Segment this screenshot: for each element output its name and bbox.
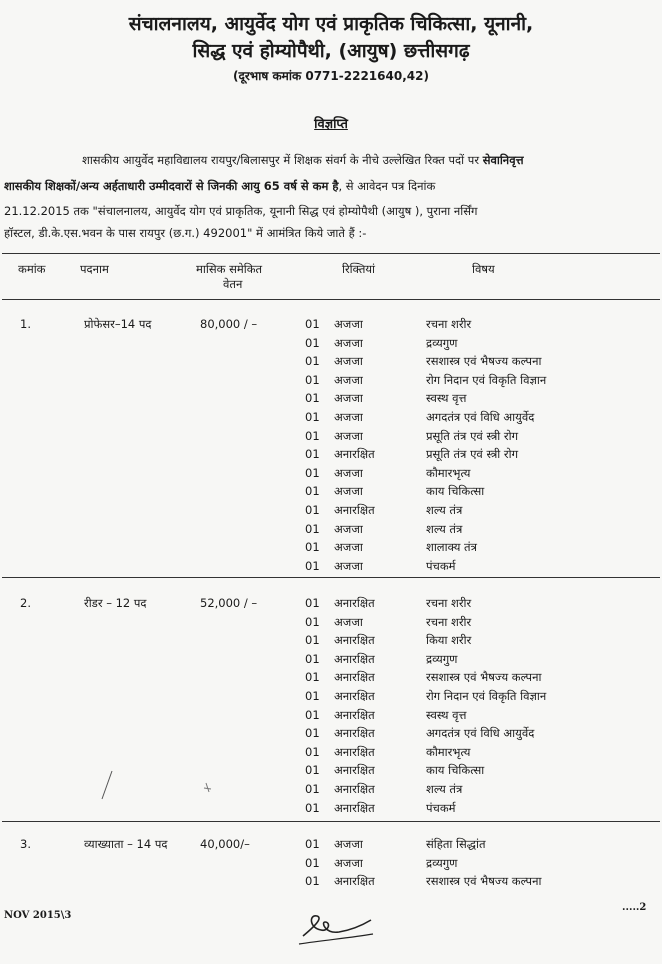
vacancy-category: अजजा bbox=[334, 558, 363, 573]
section-salary: 80,000 / – bbox=[200, 317, 258, 331]
vacancy-category: अनारक्षित bbox=[334, 874, 375, 889]
vacancy-count: 01 bbox=[305, 465, 320, 480]
vacancy-subject: रचना शरीर bbox=[426, 596, 472, 610]
vacancy-count: 01 bbox=[305, 670, 320, 685]
vacancy-count: 01 bbox=[305, 558, 320, 573]
vacancy-subject: शल्य तंत्र bbox=[426, 503, 463, 517]
vacancy-category: अनारक्षित bbox=[334, 670, 375, 685]
col-header-salary-2: वेतन bbox=[223, 277, 243, 291]
intro-line-4: हॉस्टल, डी.के.एस.भवन के पास रायपुर (छ.ग.) 492001" में आमंत्रित किये जाते हैं :- bbox=[4, 226, 367, 240]
vacancy-count: 01 bbox=[305, 372, 320, 387]
intro-text-1a: शासकीय आयुर्वेद महाविद्यालय रायपुर/बिलासपुर में शिक्षक संवर्ग के नीचे उल्लेखित रिक्त पदों पर bbox=[82, 153, 483, 167]
vacancy-category: अजजा bbox=[334, 484, 363, 499]
vacancy-category: अजजा bbox=[334, 855, 363, 870]
vacancy-category: अनारक्षित bbox=[334, 596, 375, 610]
vacancy-subject: रसशास्त्र एवं भैषज्य कल्पना bbox=[426, 354, 542, 369]
vacancy-category: अनारक्षित bbox=[334, 689, 375, 703]
office-phone: (दूरभाष कमांक 0771-2221640,42) bbox=[233, 69, 429, 83]
office-name-line1: संचालनालय, आयुर्वेद योग एवं प्राकृतिक चिकित्सा, यूनानी, bbox=[128, 13, 534, 35]
intro-line-2 bbox=[4, 179, 658, 194]
vacancy-subject: अगदतंत्र एवं विधि आयुर्वेद bbox=[426, 410, 535, 424]
vacancy-count: 01 bbox=[305, 614, 320, 629]
vacancy-count: 01 bbox=[305, 633, 320, 648]
intro-line-3: 21.12.2015 तक "संचालनालय, आयुर्वेद योग एवं प्राकृतिक, यूनानी सिद्ध एवं होम्योपैथी (आयुष ), पुराना नर्सिंग bbox=[4, 204, 478, 218]
vacancy-count: 01 bbox=[305, 726, 320, 741]
vacancy-category: अजजा bbox=[334, 391, 363, 406]
vacancy-count: 01 bbox=[305, 782, 320, 796]
vacancy-category: अनारक्षित bbox=[334, 707, 375, 722]
vacancy-subject: शालाक्य तंत्र bbox=[426, 540, 477, 555]
vacancy-subject: शल्य तंत्र bbox=[426, 521, 463, 536]
section-serial: 2. bbox=[20, 596, 31, 610]
vacancy-subject: शल्य तंत्र bbox=[426, 782, 463, 796]
vacancy-count: 01 bbox=[305, 855, 320, 870]
vacancy-count: 01 bbox=[305, 391, 320, 406]
vacancy-count: 01 bbox=[305, 317, 320, 331]
vacancy-count: 01 bbox=[305, 744, 320, 759]
col-header-subject: विषय bbox=[472, 262, 495, 276]
intro-text-2a: शासकीय शिक्षकों/अन्य अर्हताधारी उम्मीदवारों से जिनकी आयु 65 वर्ष से कम है bbox=[4, 179, 339, 193]
vacancy-category: अजजा bbox=[334, 614, 363, 629]
vacancy-count: 01 bbox=[305, 521, 320, 536]
vacancy-category: अजजा bbox=[334, 465, 363, 480]
vacancy-category: अनारक्षित bbox=[334, 800, 375, 815]
section-serial: 1. bbox=[20, 317, 31, 331]
vacancy-count: 01 bbox=[305, 428, 320, 443]
vacancy-category: अजजा bbox=[334, 335, 363, 350]
vacancy-subject: रसशास्त्र एवं भैषज्य कल्पना bbox=[426, 670, 542, 685]
vacancy-count: 01 bbox=[305, 335, 320, 350]
vacancy-category: अनारक्षित bbox=[334, 726, 375, 741]
vacancy-subject: पंचकर्म bbox=[426, 558, 456, 573]
footer-ref: NOV 2015\3 bbox=[4, 910, 72, 921]
office-name-line2: सिद्ध एवं होम्योपैथी, (आयुष) छत्तीसगढ़ bbox=[192, 40, 470, 62]
section-post: व्याख्याता – 14 पद bbox=[84, 837, 168, 851]
vacancy-category: अजजा bbox=[334, 354, 363, 369]
vacancy-subject: द्रव्यगुण bbox=[426, 855, 458, 870]
intro-text-2b: , से आवेदन पत्र दिनांक bbox=[338, 179, 436, 193]
vacancy-category: अजजा bbox=[334, 428, 363, 443]
section-serial: 3. bbox=[20, 837, 31, 851]
vacancy-category: अजजा bbox=[334, 317, 363, 331]
vacancy-count: 01 bbox=[305, 651, 320, 666]
vacancy-subject: काय चिकित्सा bbox=[426, 763, 485, 778]
section-salary: 52,000 / – bbox=[200, 596, 258, 610]
vacancy-count: 01 bbox=[305, 540, 320, 555]
col-header-serial: कमांक bbox=[18, 262, 46, 276]
vacancy-count: 01 bbox=[305, 800, 320, 815]
vacancy-subject: रोग निदान एवं विकृति विज्ञान bbox=[426, 372, 547, 387]
col-header-salary-1: मासिक समेकित bbox=[196, 262, 263, 276]
vacancy-category: अजजा bbox=[334, 410, 363, 424]
vacancy-subject: प्रसूति तंत्र एवं स्त्री रोग bbox=[426, 447, 519, 462]
vacancy-subject: कौमारभृत्य bbox=[426, 465, 471, 480]
footer-continued: .....2 bbox=[622, 902, 647, 913]
vacancy-category: अनारक्षित bbox=[334, 744, 375, 759]
vacancy-count: 01 bbox=[305, 707, 320, 722]
vacancy-subject: संहिता सिद्धांत bbox=[426, 837, 486, 851]
vacancy-subject: रचना शरीर bbox=[426, 614, 472, 629]
vacancy-count: 01 bbox=[305, 354, 320, 369]
vacancy-count: 01 bbox=[305, 689, 320, 703]
vacancy-category: अनारक्षित bbox=[334, 447, 375, 462]
vacancy-subject: रोग निदान एवं विकृति विज्ञान bbox=[426, 689, 547, 703]
vacancy-subject: स्वस्थ वृत्त bbox=[426, 391, 467, 406]
vacancy-count: 01 bbox=[305, 410, 320, 424]
scan-speck bbox=[200, 780, 216, 796]
signature-mark bbox=[295, 908, 375, 948]
vacancy-category: अनारक्षित bbox=[334, 782, 375, 796]
notice-title: विज्ञप्ति bbox=[314, 117, 348, 132]
vacancy-category: अजजा bbox=[334, 837, 363, 851]
vacancy-subject: काय चिकित्सा bbox=[426, 484, 485, 499]
vacancy-subject: पंचकर्म bbox=[426, 800, 456, 815]
section-post: प्रोफेसर–14 पद bbox=[84, 317, 152, 331]
vacancy-subject: रचना शरीर bbox=[426, 317, 472, 331]
vacancy-count: 01 bbox=[305, 484, 320, 499]
intro-line-1 bbox=[4, 153, 658, 168]
vacancy-category: अनारक्षित bbox=[334, 763, 375, 778]
vacancy-count: 01 bbox=[305, 503, 320, 517]
vacancy-category: अनारक्षित bbox=[334, 503, 375, 517]
section-salary: 40,000/– bbox=[200, 837, 250, 851]
col-header-vacancies: रिक्तियां bbox=[342, 262, 376, 276]
vacancy-subject: कौमारभृत्य bbox=[426, 744, 471, 759]
vacancy-subject: द्रव्यगुण bbox=[426, 651, 458, 666]
vacancy-category: अजजा bbox=[334, 540, 363, 555]
vacancy-count: 01 bbox=[305, 837, 320, 851]
vacancy-subject: स्वस्थ वृत्त bbox=[426, 707, 467, 722]
intro-text-1b: सेवानिवृत्त bbox=[482, 153, 524, 167]
vacancy-subject: प्रसूति तंत्र एवं स्त्री रोग bbox=[426, 428, 519, 443]
vacancy-count: 01 bbox=[305, 596, 320, 610]
vacancy-category: अनारक्षित bbox=[334, 633, 375, 648]
vacancy-category: अजजा bbox=[334, 372, 363, 387]
vacancy-subject: द्रव्यगुण bbox=[426, 335, 458, 350]
section-divider bbox=[2, 821, 660, 822]
vacancy-subject: किया शरीर bbox=[426, 633, 472, 648]
vacancy-subject: अगदतंत्र एवं विधि आयुर्वेद bbox=[426, 726, 535, 741]
vacancy-category: अजजा bbox=[334, 521, 363, 536]
vacancy-count: 01 bbox=[305, 447, 320, 462]
vacancy-subject: रसशास्त्र एवं भैषज्य कल्पना bbox=[426, 874, 542, 889]
table-header-rule bbox=[2, 299, 660, 300]
section-post: रीडर – 12 पद bbox=[84, 596, 147, 610]
vacancy-category: अनारक्षित bbox=[334, 651, 375, 666]
vacancy-count: 01 bbox=[305, 763, 320, 778]
col-header-post: पदनाम bbox=[80, 262, 109, 276]
section-divider bbox=[2, 577, 660, 578]
scan-speck bbox=[90, 765, 130, 805]
vacancy-count: 01 bbox=[305, 874, 320, 889]
table-top-rule bbox=[2, 253, 660, 254]
